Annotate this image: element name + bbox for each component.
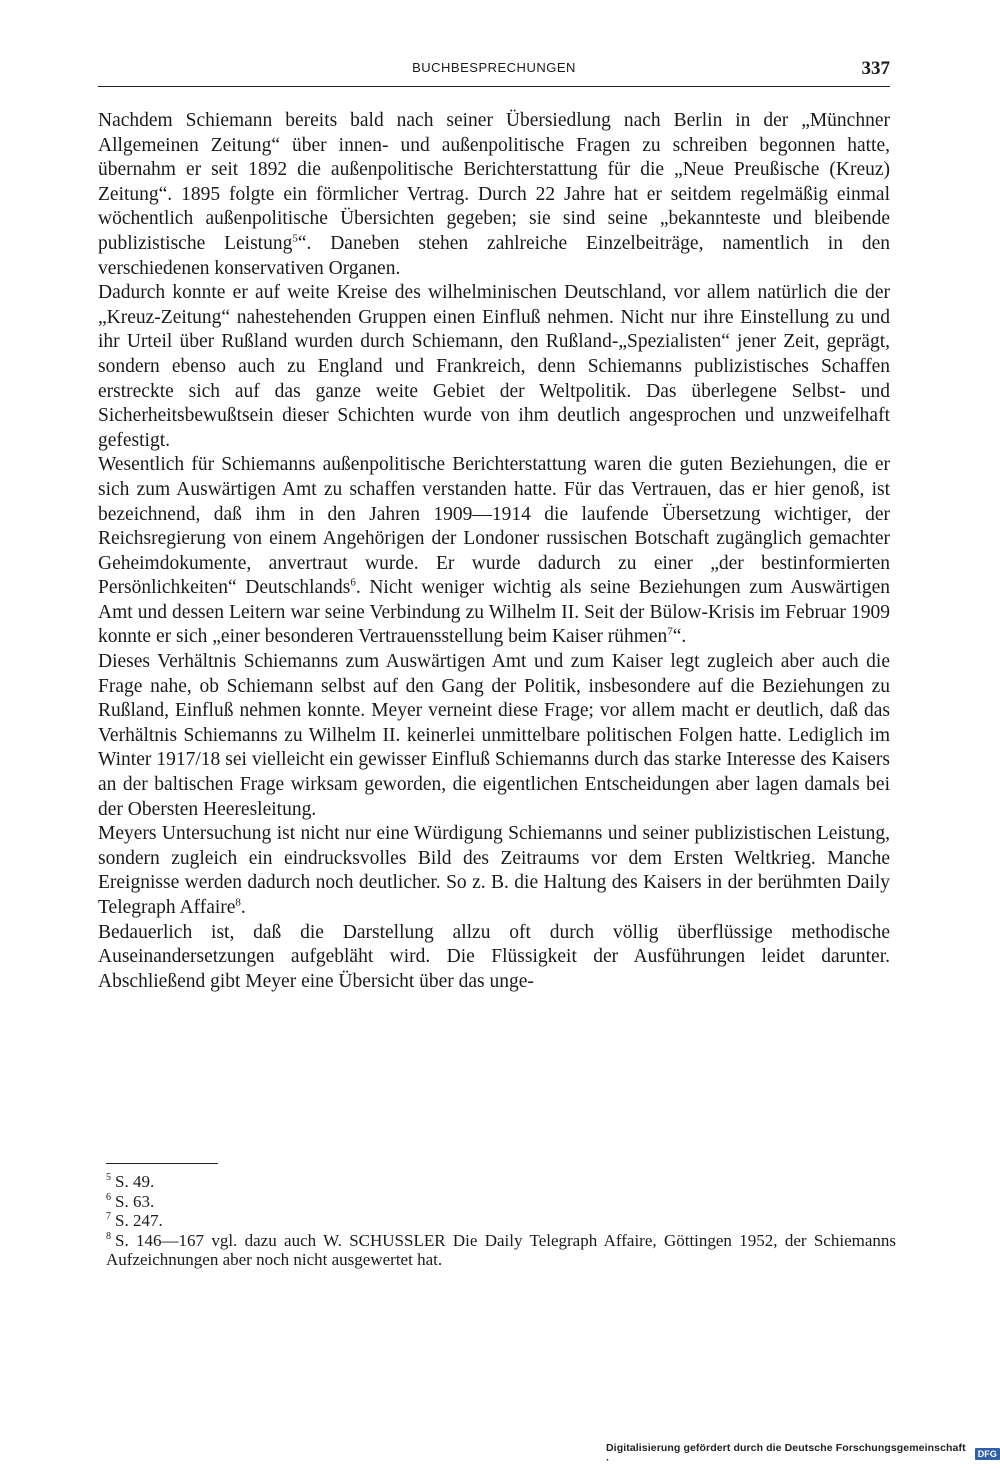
footnote-text: S. 247.: [115, 1211, 163, 1230]
paragraph-5: [98, 822, 890, 920]
body-text: [98, 109, 890, 994]
text-run: Meyers Untersuchung ist nicht nur eine Würdigung Schiemanns und seiner publizistischen Leistung, sondern zugleich ein eindrucksvolles Bild des Zeitraums vor dem Ersten Weltkrieg. Manche Ereignisse werden dadurch noch deutlicher. So z. B. die Haltung des Kaisers in der berühmten Daily Telegraph Affaire: [98, 823, 890, 918]
footnote-mark: 5: [106, 1172, 111, 1184]
running-title: BUCHBESPRECHUNGEN: [412, 60, 576, 75]
footnote-mark: 7: [106, 1211, 111, 1223]
footnote-7: [106, 1211, 896, 1231]
footnote-ref-5: 5: [292, 232, 298, 245]
credit-text: Digitalisierung gefördert durch die Deutsche Forschungsgemeinschaft ·: [606, 1442, 966, 1466]
footnote-mark: 6: [106, 1191, 111, 1203]
footnote-5: [106, 1172, 896, 1192]
footnote-mark: 8: [106, 1230, 111, 1242]
footnote-8: [106, 1231, 896, 1270]
footnote-divider: [106, 1163, 218, 1164]
text-run: “. Daneben stehen zahlreiche Einzelbeiträge, namentlich in den verschiedenen konservativen Organen.: [98, 232, 890, 279]
paragraph-2: [98, 281, 890, 453]
paragraph-4: [98, 650, 890, 822]
paragraph-3: [98, 453, 890, 650]
digitization-credit: [606, 1442, 1000, 1466]
footnote-ref-6: 6: [350, 576, 356, 589]
footnote-text: S. 49.: [115, 1172, 155, 1191]
paragraph-1: [98, 109, 890, 281]
running-header: [98, 58, 890, 87]
footnotes: [106, 1172, 896, 1270]
text-run: .: [240, 897, 246, 918]
paragraph-6: [98, 921, 890, 995]
dfg-logo-icon: DFG: [975, 1448, 1000, 1460]
text-run: Dadurch konnte er auf weite Kreise des wilhelminischen Deutschland, vor allem natürlich die der „Kreuz-Zeitung“ nahestehenden Gruppen einen Einfluß nehmen. Nicht nur ihre Einstellung zu und ihr Urteil über Rußland wurden durch Schiemann, den Rußland-„Spezialisten“ jener Zeit, geprägt, sondern ebenso auch zu England und Frankreich, denn Schiemanns publizistisches Schaffen erstreckte sich auf das ganze weite Gebiet der Weltpolitik. Das überlegene Selbst- und Sicherheitsbewußtsein dieser Schichten wurde von ihm deutlich angesprochen und unzweifelhaft gefestigt.: [98, 282, 890, 451]
text-run: Dieses Verhältnis Schiemanns zum Auswärtigen Amt und zum Kaiser legt zugleich aber auch die Frage nahe, ob Schiemann selbst auf den Gang der Politik, insbesondere auf die Beziehungen zu Rußland, Einfluß nehmen konnte. Meyer verneint diese Frage; vor allem macht er deutlich, daß das Verhältnis Schiemanns zu Wilhelm II. keinerlei unmittelbare politischen Folgen hatte. Lediglich im Winter 1917/18 sei vielleicht ein gewisser Einfluß Schiemanns durch das starke Interesse des Kaisers an der baltischen Frage wirksam geworden, die eigentlichen Entscheidungen aber lagen damals bei der Obersten Heeresleitung.: [98, 651, 890, 820]
footnote-text: S. 63.: [115, 1191, 155, 1211]
text-run: Bedauerlich ist, daß die Darstellung allzu oft durch völlig überflüssige methodische Auseinandersetzungen aufgebläht wird. Die Flüssigkeit der Ausführungen leidet darunter. Abschließend gibt Meyer eine Übersicht über das unge-: [98, 921, 890, 992]
text-run: Wesentlich für Schiemanns außenpolitische Berichterstattung waren die guten Beziehungen, die er sich zum Auswärtigen Amt zu schaffen verstanden hatte. Für das Vertrauen, das er hier genoß, ist bezeichnend, daß ihm in den Jahren 1909—1914 die laufende Übersetzung wichtiger, der Reichsregierung von einem Angehörigen der Londoner russischen Botschaft zugänglich gemachter Geheimdokumente, anvertraut wurde. Er wurde dadurch zu einer „der bestinformierten Persönlichkeiten“ Deutschlands: [98, 454, 890, 599]
page-number: 337: [861, 58, 890, 79]
footnote-6: [106, 1192, 896, 1212]
footnote-ref-7: 7: [667, 625, 673, 638]
text-run: “.: [672, 626, 687, 648]
text-run: Nachdem Schiemann bereits bald nach seiner Übersiedlung nach Berlin in der „Münchner Allgemeinen Zeitung“ über innen- und außenpolitische Fragen zu schreiben begonnen hatte, übernahm er seit 1892 die außenpolitische Berichterstattung für die „Neue Preußische (Kreuz) Zeitung“. 1895 folgte ein förmlicher Vertrag. Durch 22 Jahre hat er seitdem regelmäßig einmal wöchentlich außenpolitische Übersichten gegeben; sie sind seine „bekannteste und bleibende publizistische Leistung: [98, 110, 890, 254]
footnote-text: S. 146—167 vgl. dazu auch W. SCHUSSLER Die Daily Telegraph Affaire, Göttingen 1952, der Schiemanns Aufzeichnungen aber noch nicht ausgewertet hat.: [106, 1230, 896, 1269]
footnote-ref-8: 8: [235, 896, 241, 909]
text-run: . Nicht weniger wichtig als seine Beziehungen zum Auswärtigen Amt und dessen Leitern war seine Verbindung zu Wilhelm II. Seit der Bülow-Krisis im Februar 1909 konnte er sich „einer besonderen Vertrauensstellung beim Kaiser rühmen: [98, 577, 890, 648]
